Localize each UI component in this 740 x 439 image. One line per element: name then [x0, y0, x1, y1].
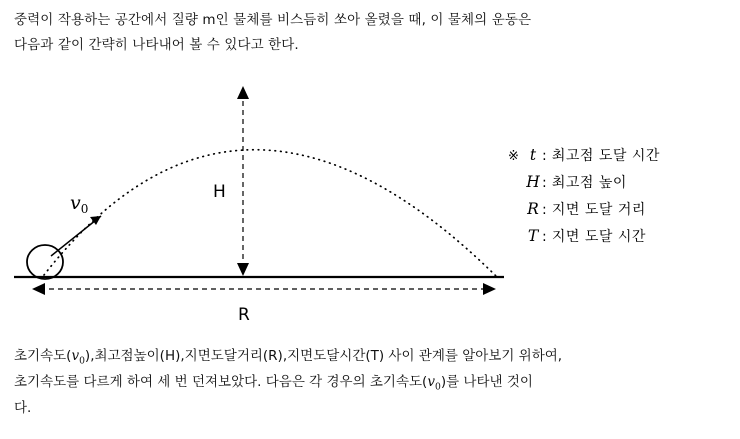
- legend-item-T: [508, 223, 660, 250]
- legend-item-t: [508, 142, 660, 169]
- range-label: R: [238, 305, 250, 325]
- closing-line-1-prefix: 초기속도(: [14, 348, 72, 364]
- legend-text-H: 최고점 높이: [551, 174, 627, 191]
- legend-colon-T: :: [542, 228, 548, 245]
- closing-line-2-var: v: [427, 374, 435, 391]
- legend-colon-t: :: [542, 148, 548, 164]
- closing-line-2: [14, 370, 730, 396]
- legend-block: [508, 142, 660, 250]
- legend-item-H: [508, 169, 660, 196]
- trajectory-path: [44, 150, 496, 276]
- closing-line-3: 다.: [14, 400, 32, 417]
- height-label: H: [213, 182, 226, 202]
- legend-symbol-R: R: [527, 199, 539, 218]
- intro-line-1: 중력이 작용하는 공간에서 질량 m인 물체를 비스듬히 쏘아 올렸을 때, 이 물체의 운동은: [14, 12, 532, 28]
- legend-text-t: 최고점 도달 시간: [551, 148, 660, 164]
- closing-paragraph: [14, 344, 730, 422]
- closing-line-1-var: v: [71, 348, 80, 364]
- initial-velocity-arrow: [51, 216, 101, 256]
- closing-line-1-var-sub: 0: [79, 355, 85, 367]
- legend-colon-H: :: [542, 174, 548, 191]
- legend-symbol-T: T: [527, 226, 539, 245]
- reference-mark-icon: ※: [508, 149, 519, 164]
- legend-symbol-t: t: [529, 146, 537, 164]
- closing-line-1-suffix: ),최고점높이(H),지면도달거리(R),지면도달시간(T) 사이 관계를 알아보기 위하여,: [84, 348, 563, 364]
- closing-line-2-suffix: )를 나타낸 것이: [440, 374, 533, 391]
- intro-line-2: 다음과 같이 간략히 나타내어 볼 수 있다고 한다.: [14, 36, 299, 53]
- intro-paragraph: [14, 8, 728, 58]
- legend-text-R: 지면 도달 거리: [551, 201, 646, 218]
- closing-line-2-var-sub: 0: [434, 381, 441, 393]
- legend-text-T: 지면 도달 시간: [551, 228, 646, 245]
- height-dimension-arrow: [237, 86, 249, 276]
- initial-velocity-label: $v_0$: [70, 192, 89, 217]
- range-dimension-arrow: [32, 283, 496, 295]
- legend-symbol-H: H: [526, 172, 540, 191]
- closing-line-1: [14, 344, 730, 370]
- legend-item-R: [508, 196, 660, 223]
- closing-line-2-prefix: 초기속도를 다르게 하여 세 번 던져보았다. 다음은 각 경우의 초기속도(: [14, 374, 428, 391]
- legend-colon-R: :: [542, 201, 548, 218]
